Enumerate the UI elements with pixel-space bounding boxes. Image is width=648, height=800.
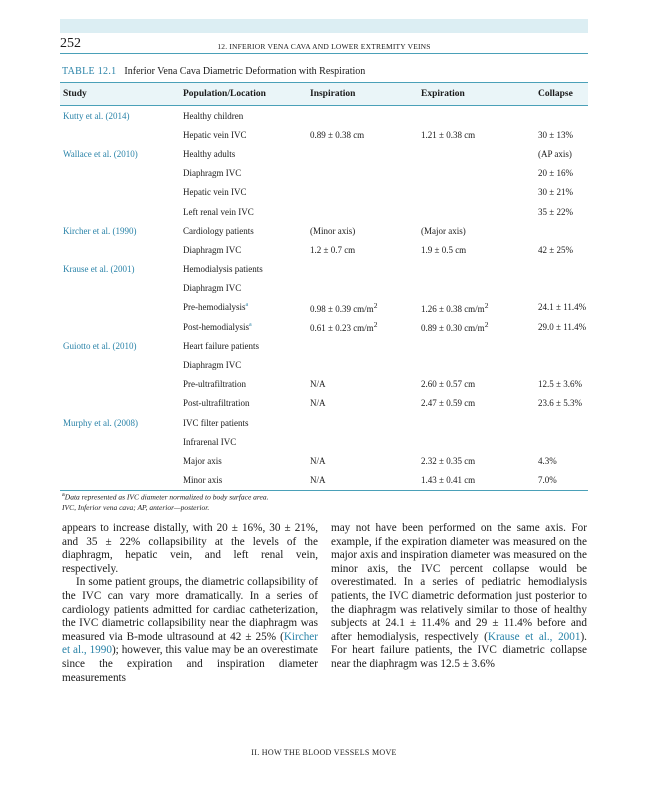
expiration-cell-text: (Major axis) [421, 225, 466, 236]
data-table [60, 82, 588, 491]
location-cell-text: Major axis [183, 455, 222, 466]
location-cell-text: Left renal vein IVC [183, 206, 254, 217]
collapse-cell-text: 20 ± 16% [538, 168, 573, 179]
collapse-cell [538, 245, 588, 255]
location-cell [183, 302, 310, 312]
location-cell [183, 111, 310, 121]
location-cell-text: Healthy children [183, 110, 244, 121]
collapse-cell [538, 207, 588, 217]
location-cell [183, 475, 310, 485]
collapse-cell [538, 149, 588, 159]
table-row [60, 432, 588, 451]
study-cell [60, 226, 183, 236]
location-cell-text: Diaphragm IVC [183, 168, 242, 179]
collapse-cell [538, 168, 588, 178]
header-expiration: Expiration [421, 89, 465, 99]
body-text: In some patient groups, the diametric collapsibility of the IVC can vary more dramatically. In a series of cardiology patients admitted for cardiac catheterization, the IVC diametric collapsibility near the diaphragm was measured via B-mode ultrasound at 42 ± 25% ( [62, 576, 318, 643]
page-number: 252 [60, 36, 81, 51]
table-body [60, 106, 588, 490]
expiration-cell-text: 2.47 ± 0.59 cm [421, 398, 476, 409]
collapse-cell-text: (AP axis) [538, 148, 572, 159]
collapse-cell-text: 23.6 ± 5.3% [538, 398, 582, 409]
collapse-cell-text: 30 ± 21% [538, 187, 573, 198]
collapse-cell [538, 398, 588, 408]
study-cell [60, 418, 183, 428]
study-cell-text: Kircher et al. (1990) [63, 225, 137, 236]
expiration-cell-text: 2.32 ± 0.35 cm [421, 455, 476, 466]
expiration-cell [421, 456, 538, 466]
table-footnote [62, 491, 269, 502]
study-cell [60, 149, 183, 159]
location-cell-text: Post-hemodialysis [183, 321, 250, 332]
location-cell-text: Hepatic vein IVC [183, 129, 247, 140]
collapse-cell [538, 130, 588, 140]
location-cell [183, 245, 310, 255]
collapse-cell [538, 379, 588, 389]
location-cell [183, 379, 310, 389]
inspiration-cell-text: 0.98 ± 0.39 cm/m [310, 303, 374, 314]
location-cell-text: Diaphragm IVC [183, 360, 242, 371]
expiration-cell-text: 0.89 ± 0.30 cm/m [421, 323, 485, 334]
body-text: ). For heart failure patients, the IVC diametric collapse near the diaphragm was 12.5 ± 3.6% [331, 630, 587, 670]
inspiration-cell-text: (Minor axis) [310, 225, 356, 236]
collapse-cell-text: 24.1 ± 11.4% [538, 302, 587, 313]
collapse-cell-text: 12.5 ± 3.6% [538, 379, 582, 390]
table-title: Inferior Vena Cava Diametric Deformation with Respiration [124, 66, 366, 77]
table-row [60, 375, 588, 394]
collapse-cell [538, 456, 588, 466]
body-text: ); however, this value may be an overestimate since the expiration and inspiration diameter measurements [62, 644, 318, 684]
unit-exponent: 2 [484, 320, 489, 330]
location-cell [183, 149, 310, 159]
running-head: 12. INFERIOR VENA CAVA AND LOWER EXTREMITY VEINS [217, 42, 431, 51]
location-cell-text: Diaphragm IVC [183, 283, 242, 294]
body-column-left [62, 522, 318, 685]
expiration-cell [421, 226, 538, 236]
study-cell-text: Krause et al. (2001) [63, 264, 135, 275]
study-cell-text: Kutty et al. (2014) [63, 110, 130, 121]
table-row [60, 125, 588, 144]
citation-link[interactable]: Kircher et al., 1990 [62, 630, 318, 657]
inspiration-cell [310, 475, 421, 485]
expiration-cell [421, 475, 538, 485]
inspiration-cell [310, 320, 421, 333]
study-cell-text: Guiotto et al. (2010) [63, 340, 137, 351]
study-cell [60, 264, 183, 274]
footnote-ref: a [249, 321, 252, 328]
body-column-right [331, 522, 587, 672]
collapse-cell-text: 29.0 ± 11.4% [538, 321, 587, 332]
collapse-cell-text: 30 ± 13% [538, 129, 573, 140]
table-row [60, 451, 588, 470]
expiration-cell [421, 379, 538, 389]
location-cell [183, 264, 310, 274]
table-row [60, 106, 588, 125]
expiration-cell-text: 1.9 ± 0.5 cm [421, 244, 467, 255]
location-cell-text: Infrarenal IVC [183, 436, 237, 447]
collapse-cell [538, 187, 588, 197]
unit-exponent: 2 [373, 300, 378, 310]
table-row [60, 202, 588, 221]
expiration-cell-text: 1.43 ± 0.41 cm [421, 475, 476, 486]
table-caption [62, 66, 365, 77]
inspiration-cell-text: N/A [310, 398, 326, 409]
header-inspiration: Inspiration [310, 89, 356, 99]
table-row [60, 260, 588, 279]
header-collapse: Collapse [538, 89, 573, 99]
location-cell [183, 418, 310, 428]
table-row [60, 336, 588, 355]
expiration-cell [421, 301, 538, 314]
location-cell [183, 187, 310, 197]
expiration-cell [421, 320, 538, 333]
location-cell [183, 341, 310, 351]
table-row [60, 394, 588, 413]
collapse-cell-text: 35 ± 22% [538, 206, 573, 217]
body-paragraph [62, 522, 318, 576]
study-cell [60, 341, 183, 351]
table-row [60, 164, 588, 183]
location-cell [183, 456, 310, 466]
collapse-cell-text: 7.0% [538, 475, 557, 486]
table-row [60, 183, 588, 202]
footnote-text: Data represented as IVC diameter normalized to body surface area. [64, 492, 269, 502]
table-abbreviations: IVC, Inferior vena cava; AP, anterior—posterior. [62, 503, 210, 512]
location-cell-text: Diaphragm IVC [183, 244, 242, 255]
unit-exponent: 2 [373, 320, 378, 330]
inspiration-cell [310, 130, 421, 140]
table-row [60, 144, 588, 163]
location-cell-text: Pre-ultrafiltration [183, 379, 246, 390]
footnote-ref: a [245, 302, 249, 309]
collapse-cell-text: 4.3% [538, 455, 557, 466]
table-label: TABLE 12.1 [62, 66, 117, 77]
inspiration-cell-text: 0.61 ± 0.23 cm/m [310, 323, 374, 334]
expiration-cell-text: 1.21 ± 0.38 cm [421, 129, 476, 140]
citation-link[interactable]: Krause et al., 2001 [487, 630, 581, 643]
page-footer: II. HOW THE BLOOD VESSELS MOVE [251, 748, 397, 757]
study-cell-text: Murphy et al. (2008) [63, 417, 138, 428]
location-cell-text: Healthy adults [183, 148, 236, 159]
expiration-cell [421, 245, 538, 255]
inspiration-cell [310, 226, 421, 236]
inspiration-cell [310, 245, 421, 255]
inspiration-cell [310, 379, 421, 389]
location-cell [183, 283, 310, 293]
table-header-row [60, 83, 588, 105]
collapse-cell-text: 42 ± 25% [538, 244, 573, 255]
inspiration-cell-text: 1.2 ± 0.7 cm [310, 244, 356, 255]
location-cell-text: Heart failure patients [183, 340, 259, 351]
table-row [60, 298, 588, 317]
expiration-cell [421, 130, 538, 140]
location-cell-text: Cardiology patients [183, 225, 254, 236]
header-study: Study [63, 89, 87, 99]
location-cell [183, 437, 310, 447]
expiration-cell [421, 398, 538, 408]
table-row [60, 279, 588, 298]
table-row [60, 317, 588, 336]
table-row [60, 413, 588, 432]
inspiration-cell [310, 398, 421, 408]
location-cell [183, 322, 310, 332]
location-cell-text: Post-ultrafiltration [183, 398, 250, 409]
location-cell [183, 207, 310, 217]
footnote-mark: a [62, 491, 65, 498]
study-cell-text: Wallace et al. (2010) [63, 148, 138, 159]
table-row [60, 355, 588, 374]
inspiration-cell-text: 0.89 ± 0.38 cm [310, 129, 365, 140]
body-text: may not have been performed on the same axis. For example, if the expiration diameter was measured on the major axis and inspiration diameter was measured on the minor axis, the IVC percent collapse would be overestimated. In a series of pediatric hemodialysis patients, the IVC diametric deformation just posterior to the diaphragm was relatively similar to those of healthy subjects at 24.1 ± 11.4% and 29 ± 11.4% before and after hemodialysis, respectively ( [331, 522, 587, 643]
inspiration-cell-text: N/A [310, 475, 326, 486]
body-paragraph [62, 576, 318, 685]
header-color-bar [60, 19, 588, 33]
header-rule [60, 53, 588, 54]
location-cell-text: IVC filter patients [183, 417, 249, 428]
expiration-cell-text: 2.60 ± 0.57 cm [421, 379, 476, 390]
inspiration-cell [310, 456, 421, 466]
location-cell [183, 360, 310, 370]
location-cell [183, 226, 310, 236]
collapse-cell [538, 302, 588, 312]
study-cell [60, 111, 183, 121]
location-cell-text: Hepatic vein IVC [183, 187, 247, 198]
body-paragraph [331, 522, 587, 672]
inspiration-cell [310, 301, 421, 314]
location-cell-text: Hemodialysis patients [183, 264, 263, 275]
location-cell [183, 398, 310, 408]
body-text: appears to increase distally, with 20 ± 16%, 30 ± 21%, and 35 ± 22% collapsibility at the levels of the diaphragm, hepatic vein, and left renal vein, respectively. [62, 522, 318, 575]
location-cell [183, 168, 310, 178]
location-cell-text: Pre-hemodialysis [183, 302, 246, 313]
collapse-cell [538, 322, 588, 332]
collapse-cell [538, 475, 588, 485]
inspiration-cell-text: N/A [310, 455, 326, 466]
unit-exponent: 2 [484, 300, 489, 310]
header-location: Population/Location [183, 89, 266, 99]
location-cell [183, 130, 310, 140]
location-cell-text: Minor axis [183, 475, 223, 486]
inspiration-cell-text: N/A [310, 379, 326, 390]
table-row [60, 240, 588, 259]
table-row [60, 471, 588, 490]
expiration-cell-text: 1.26 ± 0.38 cm/m [421, 303, 485, 314]
table-row [60, 221, 588, 240]
